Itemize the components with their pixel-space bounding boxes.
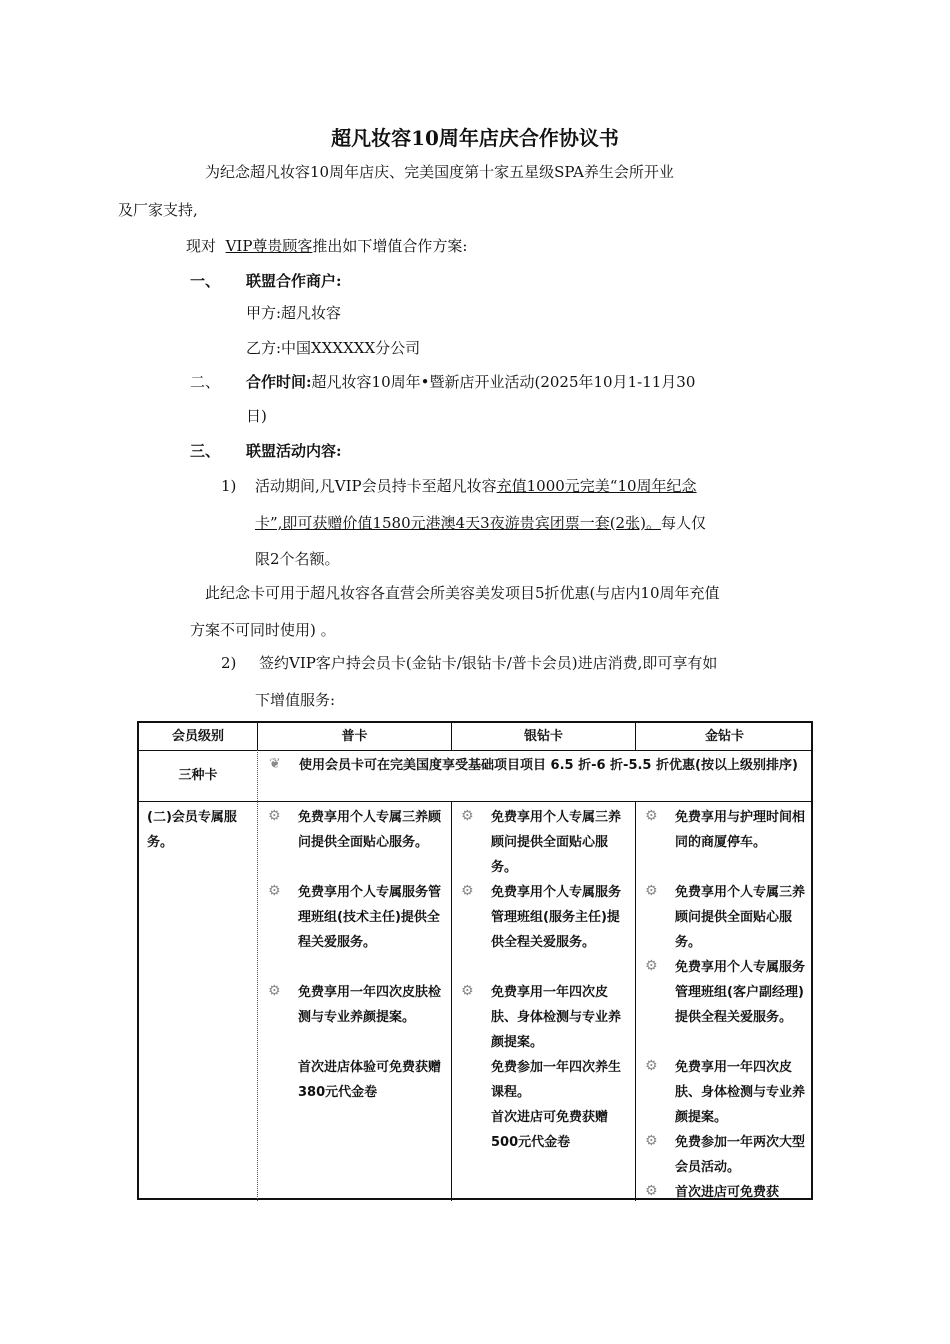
intro-prefix: 现对: [186, 237, 217, 255]
pu-benefit-2-text: 免费享用个人专属服务管理班组(技术主任)提供全程关爱服务。: [298, 885, 442, 950]
section1-heading: 联盟合作商户:: [246, 272, 342, 290]
note-line-2: 方案不可同时使用) 。: [190, 621, 336, 639]
item1-line-1: [255, 476, 697, 496]
jinzuan-benefit-2-text: 免费享用个人专属三养顾问提供全面贴心服务。: [675, 885, 806, 950]
pu-benefit-1-text: 免费享用个人专属三养顾问提供全面贴心服务。: [298, 810, 442, 850]
section2-line-2: 日): [246, 407, 267, 425]
gear-bullet-icon: ⚙: [645, 1058, 658, 1074]
section2-number: 二、: [190, 373, 221, 391]
row1-label: 三种卡: [178, 768, 218, 783]
gear-bullet-icon: ⚙: [461, 983, 474, 999]
item1-number: 1): [221, 477, 237, 495]
header-pu-card: 普卡: [341, 729, 368, 744]
intro-line-3: [186, 236, 467, 256]
gear-bullet-icon: ⚙: [645, 1183, 658, 1199]
table-row1-divider: [139, 801, 811, 802]
gear-bullet-icon: ⚙: [645, 883, 658, 899]
note-line-1: 此纪念卡可用于超凡妆容各直营会所美容美发项目5折优惠(与店内10周年充值: [205, 584, 720, 602]
table-col-divider-1c: [257, 801, 258, 1201]
item1-line2-plain: 每人仅: [660, 514, 706, 532]
pu-benefit-3-text: 免费享用一年四次皮肤检测与专业养颜提案。: [298, 985, 442, 1025]
section2-text: 超凡妆容10周年•暨新店开业活动(2025年10月1-11月30: [311, 373, 696, 391]
intro-suffix: 推出如下增值合作方案:: [312, 237, 468, 255]
section2-line-1: [246, 372, 695, 392]
item1-text-plain: 活动期间,凡VIP会员持卡至超凡妆容: [255, 477, 497, 495]
yinzuan-benefit-1-text: 免费享用个人专属三养顾问提供全面贴心服务。: [491, 810, 622, 875]
gear-bullet-icon: ⚙: [645, 808, 658, 824]
section3-number: 三、: [190, 442, 221, 460]
header-jinzuan-card: 金钻卡: [704, 729, 744, 744]
leaf-icon: ❦: [269, 756, 281, 772]
gear-bullet-icon: ⚙: [461, 808, 474, 824]
jinzuan-benefit-5-text: 免费参加一年两次大型会员活动。: [675, 1135, 806, 1175]
intro-line-1: 为纪念超凡妆容10周年店庆、完美国度第十家五星级SPA养生会所开业: [205, 163, 674, 181]
table-col-divider-1b: [257, 750, 258, 801]
jinzuan-benefit-6: [645, 1180, 809, 1200]
gear-bullet-icon: ⚙: [268, 808, 281, 824]
gear-bullet-icon: ⚙: [268, 883, 281, 899]
yinzuan-benefit-4-text: 免费参加一年四次养生课程。: [491, 1060, 622, 1100]
item2-line-2: 下增值服务:: [255, 691, 336, 709]
item1-line-2: [255, 513, 706, 533]
yinzuan-voucher: 首次进店可免费获赠500元代金卷: [491, 1110, 609, 1150]
section3-heading: 联盟活动内容:: [246, 442, 342, 460]
section1-number: 一、: [190, 272, 221, 290]
document-title: 超凡妆容10周年店庆合作协议书: [331, 126, 619, 150]
gear-bullet-icon: ⚙: [645, 1133, 658, 1149]
jinzuan-benefit-4-text: 免费享用一年四次皮肤、身体检测与专业养颜提案。: [675, 1060, 806, 1125]
yinzuan-benefit-3-text: 免费享用一年四次皮肤、身体检测与专业养颜提案。: [491, 985, 622, 1050]
gear-bullet-icon: ⚙: [268, 983, 281, 999]
jinzuan-benefit-6-text: 首次进店可免费获: [675, 1185, 780, 1200]
header-member-level: 会员级别: [171, 729, 224, 744]
section2-heading: 合作时间:: [246, 373, 312, 391]
table-col-divider-3b: [635, 801, 636, 1201]
item1-line2-underlined: 卡”,即可获赠价值1580元港澳4天3夜游贵宾团票一套(2张)。: [255, 514, 661, 532]
party-a: 甲方:超凡妆容: [246, 304, 342, 322]
row2-label: (二)会员专属服务。: [147, 810, 237, 850]
header-yinzuan-card: 银钻卡: [523, 729, 563, 744]
yinzuan-benefit-2-text: 免费享用个人专属服务管理班组(服务主任)提供全程关爱服务。: [491, 885, 622, 950]
gear-bullet-icon: ⚙: [645, 958, 658, 974]
item2-line-1: 签约VIP客户持会员卡(金钻卡/银钻卡/普卡会员)进店消费,即可享有如: [259, 654, 718, 672]
intro-vip-underlined: VIP尊贵顾客: [225, 237, 313, 255]
gear-bullet-icon: ⚙: [461, 883, 474, 899]
membership-table: [137, 721, 813, 1200]
jinzuan-benefit-1-text: 免费享用与护理时间相同的商厦停车。: [675, 810, 806, 850]
item1-text-underlined: 充值1000元完美“10周年纪念: [496, 477, 697, 495]
pu-voucher: 首次进店体验可免费获赠380元代金卷: [298, 1060, 442, 1100]
item1-line-3: 限2个名额。: [255, 550, 340, 568]
jinzuan-benefit-3-text: 免费享用个人专属服务管理班组(客户副经理)提供全程关爱服务。: [675, 960, 806, 1025]
intro-line-2: 及厂家支持,: [118, 201, 198, 219]
row1-text: 使用会员卡可在完美国度享受基础项目项目 6.5 折-6 折-5.5 折优惠(按以上级别排序): [299, 758, 798, 773]
party-b: 乙方:中国XXXXXX分公司: [246, 339, 421, 357]
table-col-divider-2b: [451, 801, 452, 1201]
item2-number: 2): [221, 654, 237, 672]
